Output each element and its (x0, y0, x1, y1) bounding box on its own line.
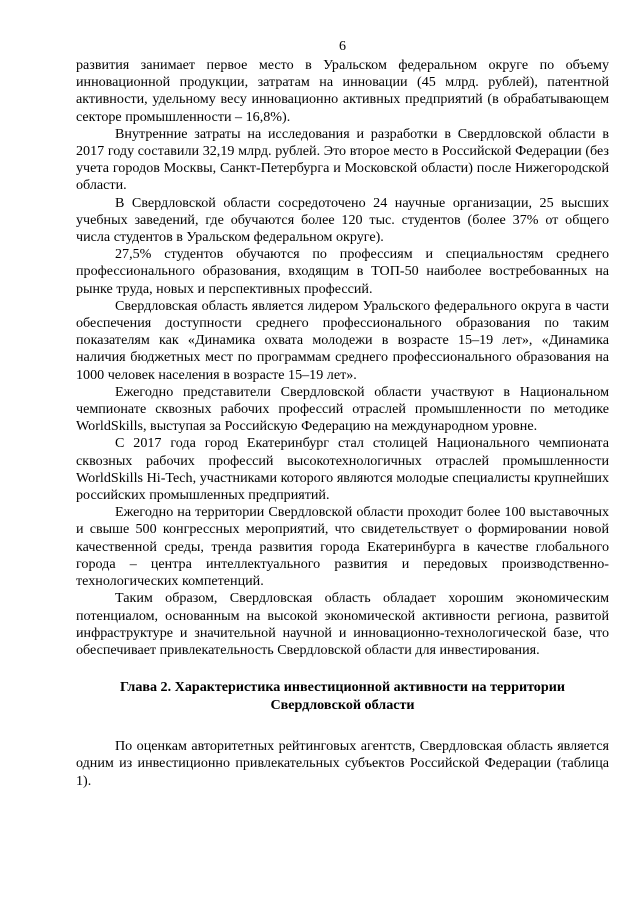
chapter-title: Глава 2. Характеристика инвестиционной активности на территории Свердловской области (120, 679, 565, 713)
paragraph-worldskills: Ежегодно представители Свердловской области участвуют в Национальном чемпионате сквозных рабочих профессий отраслей промышленности по методике WorldSkills, выступая за Российскую Федерацию на международном уровне. (76, 383, 609, 435)
document-page (76, 38, 609, 790)
paragraph-hitech-championship: С 2017 года город Екатеринбург стал столицей Национального чемпионата сквозных рабочих профессий высокотехнологичных отраслей промышленности WorldSkills Hi-Tech, участниками которого являются молодые специалисты крупнейших российских промышленных предприятий. (76, 435, 609, 504)
paragraph-students-professions: 27,5% студентов обучаются по профессиям и специальностям среднего профессионального образования, входящим в ТОП-50 наиболее востребованных на рынке труда, новых и перспективных профессий. (76, 246, 609, 297)
paragraph-education-leadership: Свердловская область является лидером Уральского федерального округа в части обеспечения доступности среднего профессионального образования по таким показателям как «Динамика охвата молодежи в возрасте 15–19 лет», «Динамика наличия бюджетных мест по программам среднего профессионального образования на 1000 человек населения в возрасте 15–19 лет». (76, 297, 609, 383)
paragraph-exhibitions: Ежегодно на территории Свердловской области проходит более 100 выставочных и свыше 500 конгрессных мероприятий, что свидетельствует о формировании новой качественной среды, тренда развития города Екатеринбурга в качестве глобального города – центра интеллектуального развития и передовых производственно-технологических компетенций. (76, 504, 609, 590)
paragraph-conclusion: Таким образом, Свердловская область обладает хорошим экономическим потенциалом, основанным на высокой экономической активности региона, развитой инфраструктуре и значительной научной и инновационно-технологической базе, что обеспечивает привлекательность Свердловской области для инвестирования. (76, 590, 609, 658)
paragraph-science-organizations: В Свердловской области сосредоточено 24 научные организации, 25 высших учебных заведений, где обучаются более 120 тыс. студентов (более 37% от общего числа студентов в Уральском федеральном округе). (76, 194, 609, 246)
paragraph-innovation-ranking: развития занимает первое место в Уральском федеральном округе по объему инновационной продукции, затратам на инновации (45 млрд. рублей), патентной активности, удельному весу инновационно активных предприятий (в обрабатывающем секторе промышленности – 16,8%). (76, 57, 609, 125)
page-number: 6 (339, 39, 346, 54)
paragraph-chapter-intro: По оценкам авторитетных рейтинговых агентств, Свердловская область является одним из инвестиционно привлекательных субъектов Российской Федерации (таблица 1). (76, 738, 609, 789)
paragraph-rd-expenses: Внутренние затраты на исследования и разработки в Свердловской области в 2017 году составили 32,19 млрд. рублей. Это второе место в Российской Федерации (без учета городов Москвы, Санкт-Петербурга и Московской области) после Нижегородской области. (76, 125, 609, 194)
